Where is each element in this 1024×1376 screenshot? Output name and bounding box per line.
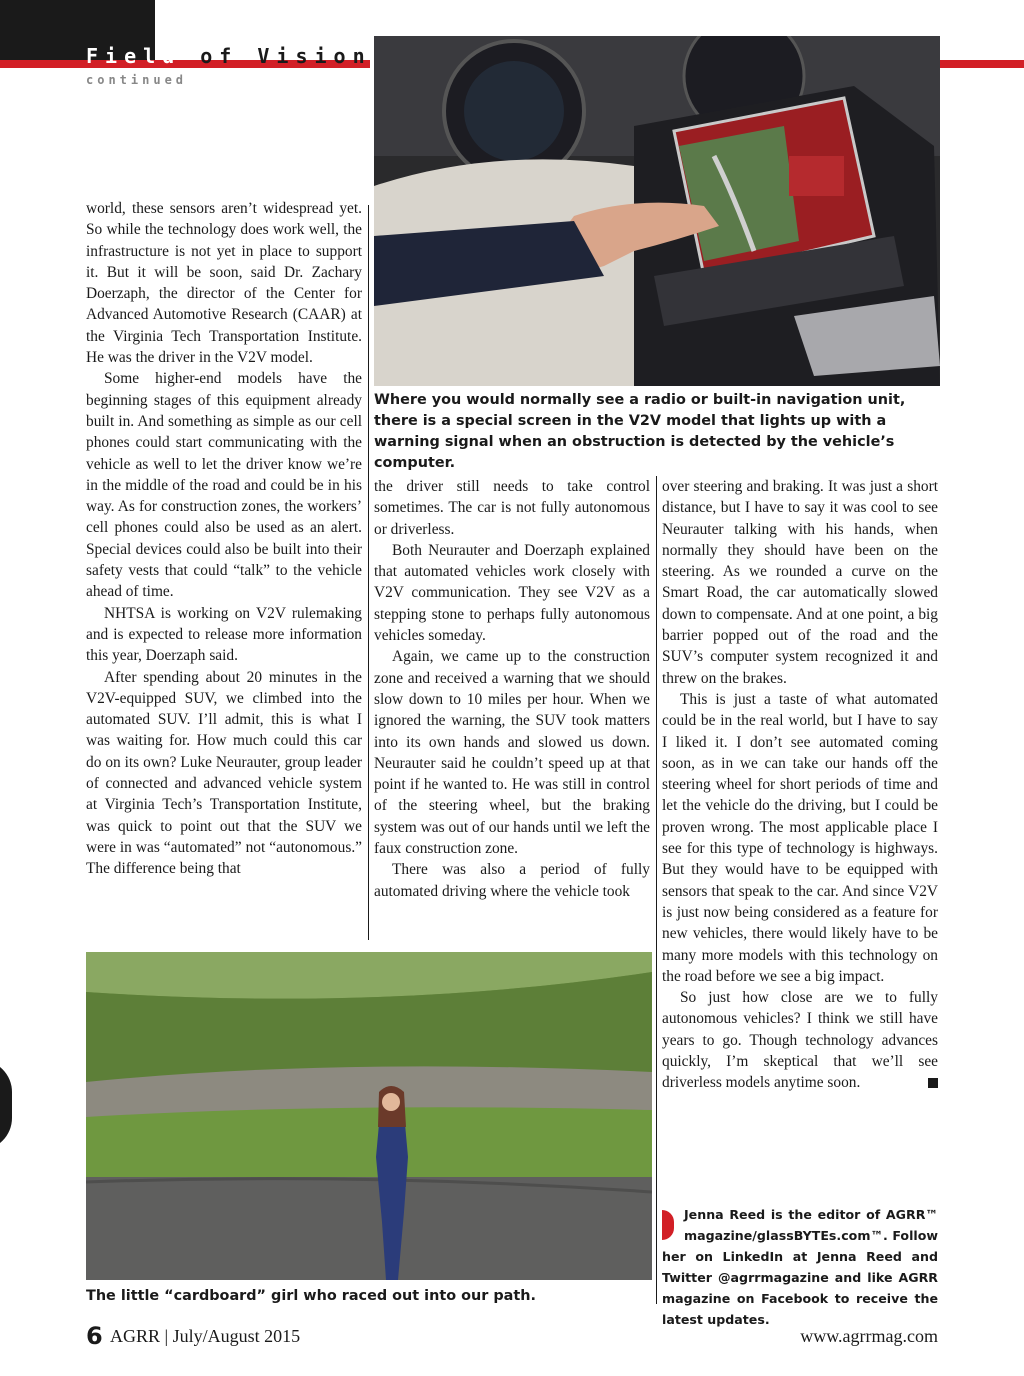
section-title xyxy=(86,44,372,68)
author-bio-text: Jenna Reed is the editor of AGRR™ magazine/glassBYTEs.com™. Follow her on LinkedIn at Jenna Reed and Twitter @agrrmagazine and like AGRR magazine on Facebook to receive the latest updates. xyxy=(662,1207,938,1327)
cardboard-girl-photo xyxy=(86,952,652,1280)
dashboard-photo-drawing xyxy=(374,36,940,386)
column-rule-1 xyxy=(368,205,369,940)
cardboard-girl-caption: The little “cardboard” girl who raced out into our path. xyxy=(86,1288,536,1304)
bio-marker-icon xyxy=(662,1210,674,1240)
page-edge-tab xyxy=(0,1060,12,1150)
paragraph: Some higher-end models have the beginning stages of this equipment already built in. And something as simple as our cell phones could start communicating with the vehicle as well to let the driver know we’re in the middle of the road and could be in his way. As for construction zones, the workers’ cell phones could also be used as an alert. Special devices could also be built into their safety vests that could “talk” to the vehicle ahead of time. xyxy=(86,370,362,601)
dashboard-photo-caption: Where you would normally see a radio or built-in navigation unit, there is a special screen in the V2V model that lights up with a warning signal when an obstruction is detected by the vehicle’s computer. xyxy=(374,392,906,471)
paragraph: This is just a taste of what automated could be in the real world, but I have to say I liked it. I don’t see automated coming soon, as in we can take our hands off the steering wheel for short periods of time and let the vehicle do the driving, but I could be proven wrong. The most applicable place I see for this type of technology is highways. But they would have to be equipped with sensors that speak to the car. And since V2V is just now being considered as a feature for new vehicles, there would likely have to be many more models with this technology on the road before we see a big impact. xyxy=(662,690,938,985)
paragraph: There was also a period of fully automated driving where the vehicle took xyxy=(374,861,650,900)
paragraph: over steering and braking. It was just a short distance, but I have to say it was cool to see Neurauter talking with his hands, when normally they should have been on the steering. As we rounded a curve on the Smart Road, the car automatically slowed down to compensate. And at one point, a big barrier popped out of the road and the SUV’s computer system recognized it and threw on the brakes. xyxy=(662,478,938,687)
publication-info: AGRR | July/August 2015 xyxy=(110,1326,301,1346)
dashboard-photo xyxy=(374,36,940,386)
article-column-2 xyxy=(374,476,650,902)
column-rule-2 xyxy=(656,476,657,1304)
author-bio xyxy=(662,1204,938,1330)
paragraph: the driver still needs to take control sometimes. The car is not fully autonomous or driverless. xyxy=(374,478,650,538)
page-number: 6 xyxy=(86,1322,103,1350)
website-url: www.agrrmag.com xyxy=(800,1326,938,1346)
paragraph: After spending about 20 minutes in the V2V-equipped SUV, we climbed into the automated SUV. I’ll admit, this is what I was waiting for. How much could this car do on its own? Luke Neurauter, group leader of connected and advanced vehicle system at Virginia Tech’s Transportation Institute, was quick to point out that the SUV we were in was “automated” not “autonomous.” The difference being that xyxy=(86,668,362,878)
paragraph xyxy=(662,987,938,1093)
section-subtitle: continued xyxy=(86,73,188,87)
paragraph: Both Neurauter and Doerzaph explained that automated vehicles work closely with V2V communication. They see V2V as a stepping stone to perhaps fully autonomous vehicles someday. xyxy=(374,541,650,645)
paragraph: Again, we came up to the construction zone and received a warning that we should slow down to 10 miles per hour. When we ignored the warning, the SUV took matters into its own hands and slowed us down. Neurauter said he couldn’t speed up at that point if he wanted to. He was still in control of the steering wheel, but the braking system was out of our hands until we left the faux construction zone. xyxy=(374,648,650,858)
section-title-part-1: Field xyxy=(86,44,182,68)
end-of-article-mark xyxy=(928,1078,938,1088)
closing-paragraph-text: So just how close are we to fully autonomous vehicles? I think we still have years to go. Though technology advances quickly, I’m skeptical that we’ll see driverless models anytime soon. xyxy=(662,989,938,1092)
article-column-1 xyxy=(86,198,362,880)
section-title-part-2: of Vision xyxy=(200,44,372,68)
paragraph: world, these sensors aren’t widespread yet. So while the technology does work well, the infrastructure is not yet in place to support it. But it will be soon, said Dr. Zachary Doerzaph, the director of the Center for Advanced Automotive Research (CAAR) at the Virginia Tech Transportation Institute. He was the driver in the V2V model. xyxy=(86,200,362,367)
paragraph: NHTSA is working on V2V rulemaking and is expected to release more information this year, Doerzaph said. xyxy=(86,604,362,665)
cardboard-girl-photo-drawing xyxy=(86,952,652,1280)
article-column-3 xyxy=(662,476,938,1094)
